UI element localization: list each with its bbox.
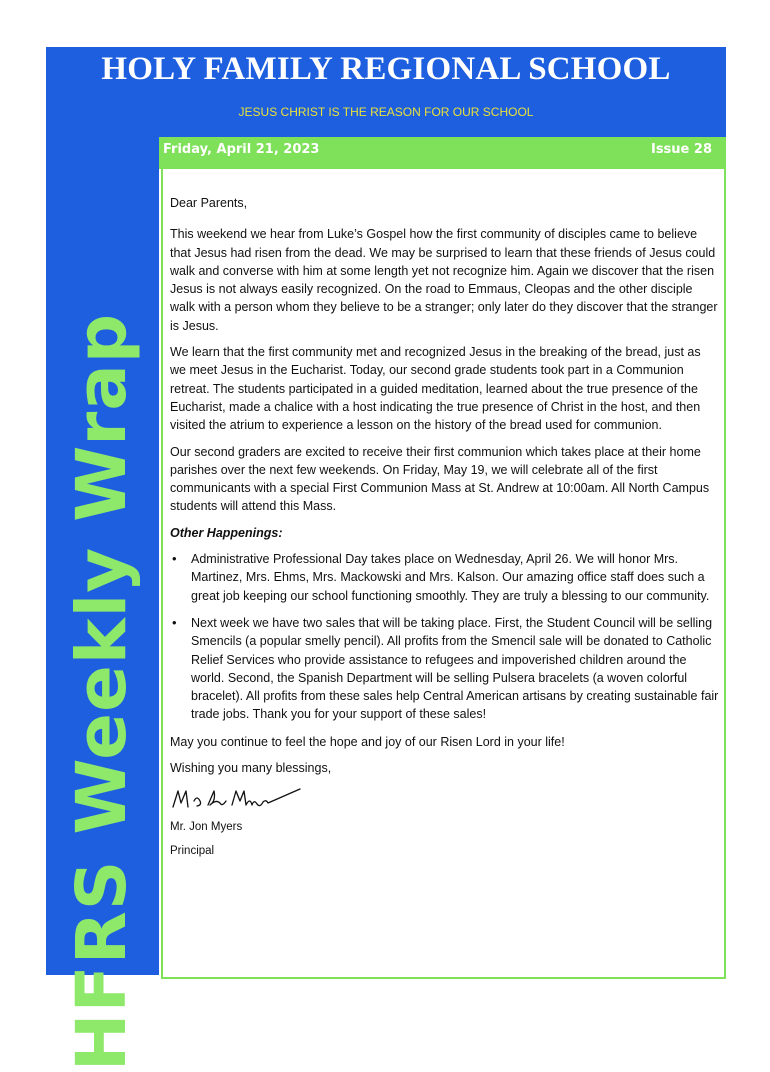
closing-line: May you continue to feel the hope and joy of our Risen Lord in your life! [170,734,565,749]
date-issue-band [159,137,726,169]
masthead [46,47,726,137]
other-happenings-heading: Other Happenings: [170,525,283,540]
letter-paragraph: We learn that the first community met and recognized Jesus in the breaking of the bread, just as we meet Jesus in the Eucharist. Today, our second grade students took part in a Communion retreat. The students participated in a guided meditation, learned about the true presence of the Eucharist, made a chalice with a host indicating the true presence of Christ in the host, and then visited the atrium to experience a lesson on the history of the bread used for communion. [170,345,701,433]
signer-title: Principal [170,845,215,858]
signature-icon [170,785,310,815]
list-item: • Administrative Professional Day takes place on Wednesday, April 26. We will honor Mrs. Martinez, Mrs. Ehms, Mrs. Mackowski and Mrs. Kalson. Our amazing office staff does such a great job keeping our school functioning smoothly. They are truly a blessing to our community. [170,550,720,605]
sign-off: Wishing you many blessings, [170,761,332,776]
happenings-list [170,550,720,724]
issue-number: Issue 28 [650,142,712,157]
letter-body [170,194,720,863]
sidebar-banner [46,137,159,1072]
letter-greeting: Dear Parents, [170,196,248,210]
handwritten-signature [170,785,720,815]
letter-paragraph: Our second graders are excited to receive their first communion which takes place at their home parishes over the next few weekends. On Friday, May 19, we will celebrate all of the first communicants with a special First Communion Mass at St. Andrew at 10:00am. All North Campus students will attend this Mass. [170,444,710,514]
newsletter-title: HFRS Weekly Wrap [62,312,142,1072]
letter-paragraph: This weekend we hear from Luke’s Gospel how the first community of disciples came to believe that Jesus had risen from the dead. We may be surprised to learn that these friends of Jesus could walk and converse with him at some length yet not recognize him. Again we discover that the risen Jesus is not always easily recognized. On the road to Emmaus, Cleopas and the other disciple walk with a person whom they believe to be a stranger; only later do they discover that the stranger is Jesus. [170,227,718,333]
signer-name: Mr. Jon Myers [170,821,243,834]
list-item: • Next week we have two sales that will be taking place. First, the Student Council will be selling Smencils (a popular smelly pencil). All profits from the Smencil sale will be donated to Catholic Relief Services who provide assistance to refugees and impoverished children around the world. Second, the Spanish Department will be selling Pulsera bracelets (a woven colorful bracelet). All profits from these sales help Central American artisans by creating sustainable fair trade jobs. Thank you for your support of these sales! [170,614,720,724]
letter-panel [161,169,726,979]
school-motto: JESUS CHRIST IS THE REASON FOR OUR SCHOOL [238,105,534,119]
school-name: HOLY FAMILY REGIONAL SCHOOL [101,51,671,87]
issue-date: Friday, April 21, 2023 [163,142,320,157]
